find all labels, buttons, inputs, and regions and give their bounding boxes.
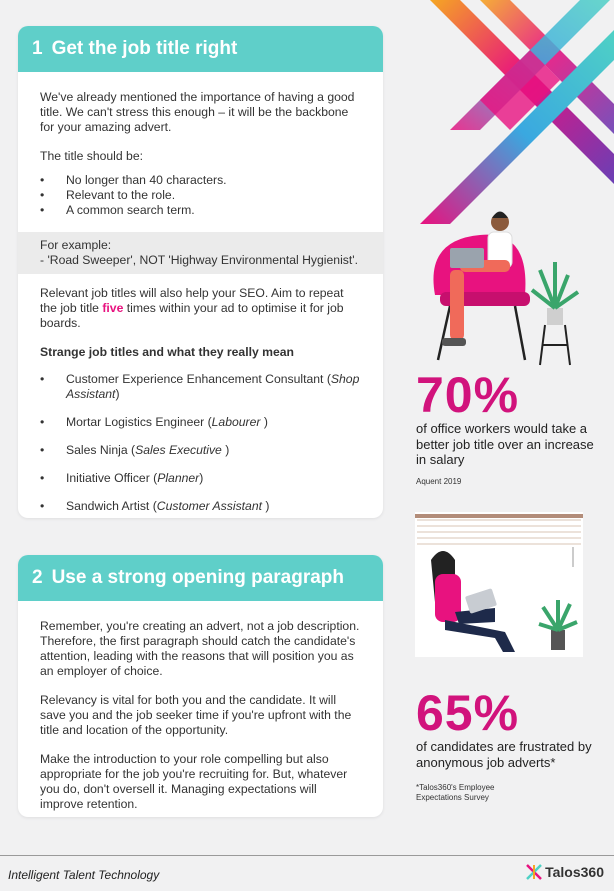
job-title: Sandwich Artist [66, 499, 150, 513]
paragraph: Relevancy is vital for both you and the candidate. It will save you and the job seeker time if you're upfront with the title and location of the opportunity. [40, 693, 352, 737]
list-item: • Customer Experience Enhancement Consultant (Shop Assistant) [40, 372, 361, 402]
example-box [18, 232, 383, 274]
job-meaning: Shop Assistant [66, 372, 360, 401]
section-card-1 [18, 26, 383, 518]
footer-divider [0, 855, 614, 856]
section-number: 1 [32, 38, 43, 59]
job-meaning: Labourer [211, 415, 261, 429]
list-item: • Sales Ninja (Sales Executive ) [40, 443, 361, 458]
stat-description: of office workers would take a better job title over an increase in salary [416, 421, 594, 467]
list-item: • Initiative Officer (Planner) [40, 471, 361, 486]
strange-titles-list [40, 372, 361, 514]
section-number: 2 [32, 567, 43, 588]
seo-highlight: five [102, 301, 124, 315]
list-item: • Relevant to the role. [40, 188, 361, 203]
brand-name: Talos360 [545, 864, 604, 880]
requirements-list [40, 173, 361, 218]
seo-text-after: times within your ad to optimise it for job boards. [40, 301, 344, 330]
stat-value: 65% [416, 685, 520, 741]
talos-logo-icon [526, 864, 542, 880]
list-item: • Mortar Logistics Engineer (Labourer ) [40, 415, 361, 430]
section-title: Use a strong opening paragraph [51, 567, 345, 588]
example-text: - 'Road Sweeper', NOT 'Highway Environmental Hygienist'. [40, 253, 358, 267]
list-item: • No longer than 40 characters. [40, 173, 361, 188]
stat-source: *Talos360's Employee Expectations Survey [416, 783, 495, 802]
seo-text-before: Relevant job titles will also help your SEO. Aim to repeat the job title [40, 286, 344, 315]
intro-paragraph: We've already mentioned the importance of having a good title. We can't stress this enough – it will be the backbone for your amazing advert. [40, 90, 355, 134]
job-title: Initiative Officer [66, 471, 150, 485]
job-title: Customer Experience Enhancement Consultant [66, 372, 324, 386]
job-meaning: Planner [157, 471, 200, 485]
stat-description: of candidates are frustrated by anonymous job adverts* [416, 739, 592, 770]
seo-paragraph [40, 286, 361, 331]
stat-source: Aquent 2019 [416, 477, 462, 486]
section-header-1 [18, 26, 383, 72]
job-meaning: Sales Executive [135, 443, 222, 457]
job-meaning: Customer Assistant [156, 499, 262, 513]
job-title: Mortar Logistics Engineer [66, 415, 205, 429]
paragraph: Remember, you're creating an advert, not a job description. Therefore, the first paragraph should catch the candidate's attention, leading with the reasons that will position you as an employer of choice. [40, 619, 360, 678]
strange-titles-heading: Strange job titles and what they really mean [40, 345, 294, 359]
stat-value: 70% [416, 367, 520, 423]
list-item: • A common search term. [40, 203, 361, 218]
job-title: Sales Ninja [66, 443, 128, 457]
paragraph: Make the introduction to your role compelling but also appropriate for the job you're recruiting for. But, whatever you do, don't oversell it. Managing expectations will improve retention. [40, 752, 348, 811]
example-label: For example: [40, 238, 112, 252]
section-title: Get the job title right [51, 38, 238, 59]
section-card-2 [18, 555, 383, 817]
footer-tagline: Intelligent Talent Technology [8, 868, 160, 882]
section-header-2 [18, 555, 383, 601]
title-should-be: The title should be: [40, 149, 143, 163]
list-item: • Sandwich Artist (Customer Assistant ) [40, 499, 361, 514]
illustration-chair-person [420, 200, 600, 370]
brand-logo [526, 864, 604, 880]
illustration-window-person [415, 512, 590, 662]
